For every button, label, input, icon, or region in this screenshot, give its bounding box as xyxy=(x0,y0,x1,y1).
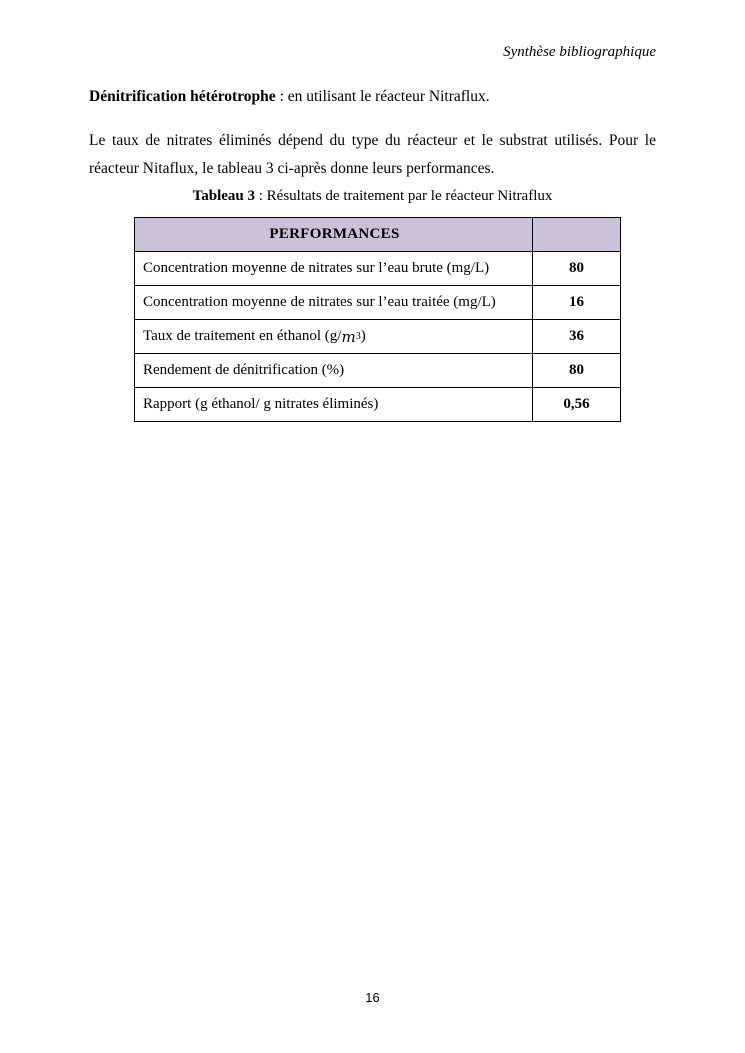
page-number: 16 xyxy=(365,990,380,1005)
table-cell-value: 36 xyxy=(532,320,620,353)
math-variable: m xyxy=(341,327,356,346)
section-heading-rest: : en utilisant le réacteur Nitraflux. xyxy=(275,88,490,105)
table-header-row xyxy=(135,218,620,251)
table-cell-label: Concentration moyenne de nitrates sur l’eau brute (mg/L) xyxy=(143,260,490,276)
table-row xyxy=(135,353,620,387)
math-exponent: 3 xyxy=(355,330,361,342)
section-heading-bold: Dénitrification hétérotrophe xyxy=(89,88,276,105)
table-caption-number: Tableau 3 xyxy=(192,188,255,204)
table-cell-value: 80 xyxy=(532,354,620,387)
table-cell-label-suffix: ) xyxy=(360,328,366,344)
table-cell-label: Rendement de dénitrification (%) xyxy=(143,362,345,378)
table-row xyxy=(135,285,620,319)
table-row xyxy=(135,319,620,353)
table-caption-text: : Résultats de traitement par le réacteur Nitraflux xyxy=(255,188,553,204)
table-caption xyxy=(89,188,656,205)
table-cell-value: 80 xyxy=(532,252,620,285)
table-row xyxy=(135,387,620,421)
table-row xyxy=(135,251,620,285)
table-cell-value: 0,56 xyxy=(532,388,620,421)
performance-table xyxy=(134,217,621,422)
table-cell-label: Rapport (g éthanol/ g nitrates éliminés) xyxy=(143,396,379,412)
section-heading xyxy=(89,88,656,106)
running-header: Synthèse bibliographique xyxy=(503,44,656,60)
table-cell-label-prefix: Taux de traitement en éthanol (g/ xyxy=(143,328,342,344)
table-header-value-cell xyxy=(532,218,620,251)
table-cell-value: 16 xyxy=(532,286,620,319)
table-cell-label: Concentration moyenne de nitrates sur l’eau traitée (mg/L) xyxy=(143,294,496,310)
table-cell-label xyxy=(135,320,532,353)
body-paragraph: Le taux de nitrates éliminés dépend du type du réacteur et le substrat utilisés. Pour le réacteur Nitaflux, le tableau 3 ci-après donne leurs performances. xyxy=(89,132,656,177)
table-header-cell: PERFORMANCES xyxy=(269,226,400,242)
